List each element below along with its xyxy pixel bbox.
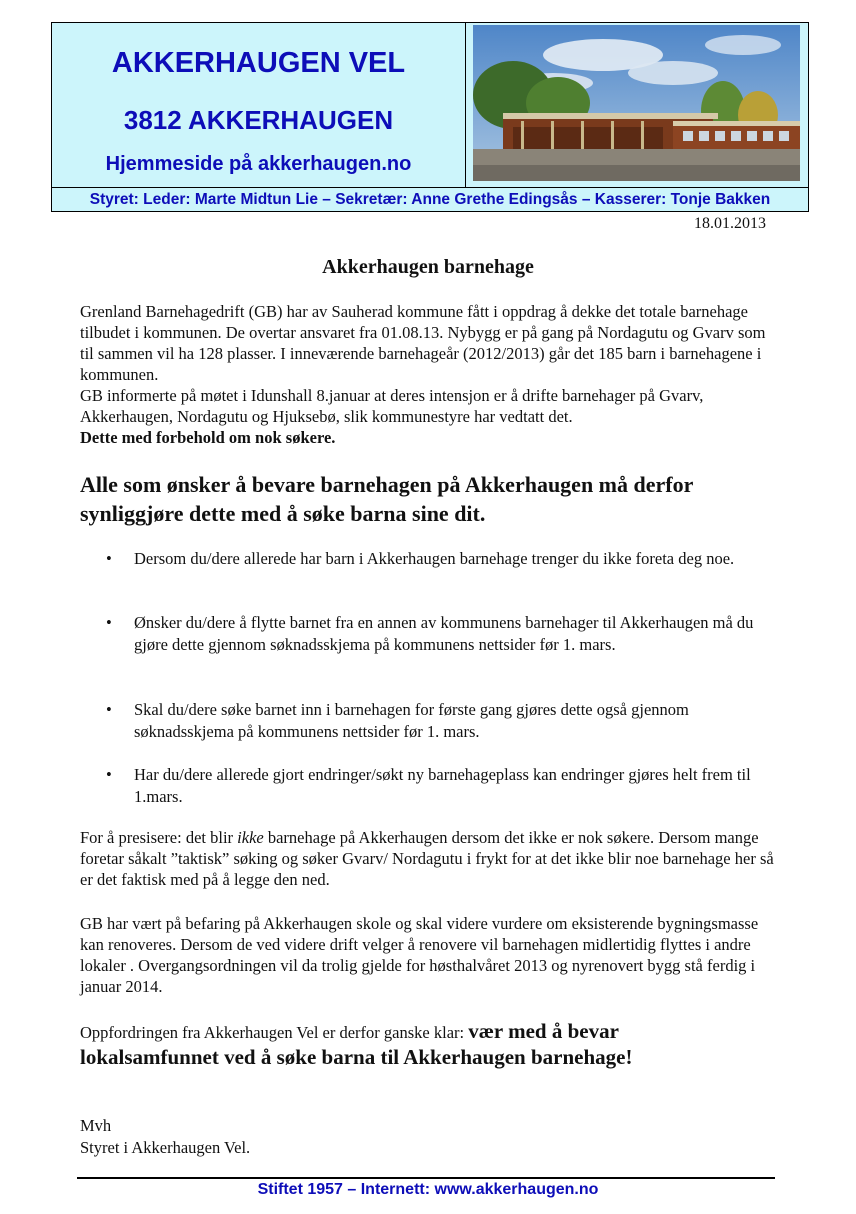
bullet-text: Skal du/dere søke barnet inn i barnehagen for første gang gjøres dette også gjennom søknadsskjema på kommunens nettsider før 1. mars. xyxy=(134,700,689,741)
bullet-glyph: • xyxy=(106,700,112,719)
letterhead xyxy=(51,22,809,212)
letterhead-title-block xyxy=(52,23,466,187)
bullet-glyph: • xyxy=(106,549,112,568)
org-postcode: 3812 AKKERHAUGEN xyxy=(123,105,394,135)
org-homepage: Hjemmeside på akkerhaugen.no xyxy=(105,153,412,175)
clarification-emphasis: ikke xyxy=(237,828,264,847)
appeal-lead: Oppfordringen fra Akkerhaugen Vel er derfor ganske klar: xyxy=(80,1023,469,1042)
building-photo-illustration xyxy=(473,25,800,181)
bullet-text: Dersom du/dere allerede har barn i Akkerhaugen barnehage trenger du ikke foreta deg noe. xyxy=(134,549,735,568)
signoff-greeting: Mvh xyxy=(80,1116,112,1135)
appeal-emphasis-2: lokalsamfunnet ved å søke barna til Akkerhaugen barnehage! xyxy=(80,1045,633,1069)
clarification-text-start: For å presisere: det blir xyxy=(80,828,238,847)
appeal-emphasis-1: vær med å bevar xyxy=(468,1019,619,1043)
appeal-paragraph xyxy=(80,1020,780,1068)
clarification-text-end: barnehage på Akkerhaugen dersom det ikke er nok søkere. Dersom mange foretar såkalt ”taktisk” søking og søker Gvarv/ Nordagutu i frykt for at det ikke blir noe barnehage her så er det faktisk med på å legge den ned. xyxy=(80,828,774,889)
document-title: Akkerhaugen barnehage xyxy=(322,256,534,278)
inspection-paragraph xyxy=(80,913,780,997)
bullet-glyph: • xyxy=(106,613,112,632)
inspection-text: GB har vært på befaring på Akkerhaugen skole og skal videre vurdere om eksisterende bygningsmasse kan renoveres. Dersom de ved videre drift velger å renovere vil barnehagen midlertidig flyttes i andre lokaler . Overgangsordningen vil da trolig gjelde for høsthalvåret 2013 og nyrenovert bygg stå ferdig i januar 2014. xyxy=(80,914,759,996)
intro-paragraph-2: GB informerte på møtet i Idunshall 8.januar at deres intensjon er å drifte barnehager på Gvarv, Akkerhaugen, Nordagutu og Hjuksebø, slik kommunestyre har vedtatt det. xyxy=(80,386,704,426)
kindergarten-building-photo xyxy=(473,25,800,181)
footer-divider xyxy=(77,1177,775,1179)
org-name: AKKERHAUGEN VEL xyxy=(111,47,406,79)
document-date: 18.01.2013 xyxy=(694,215,766,232)
bullet-text: Har du/dere allerede gjort endringer/søkt ny barnehageplass kan endringer gjøres helt frem til 1.mars. xyxy=(134,765,751,806)
footer-text: Stiftet 1957 – Internett: www.akkerhaugen.no xyxy=(257,1181,599,1198)
intro-paragraph-1: Grenland Barnehagedrift (GB) har av Sauherad kommune fått i oppdrag å dekke det totale barnehage tilbudet i kommunen. De overtar ansvaret fra 01.08.13. Nybygg er på gang på Nordagutu og Gvarv som til sammen vil ha 128 plasser. I inneværende barnehageår (2012/2013) går det 185 barn i barnehagene i kommunen. xyxy=(80,302,766,384)
intro-paragraph-3: Dette med forbehold om nok søkere. xyxy=(80,428,336,447)
board-members: Styret: Leder: Marte Midtun Lie – Sekretær: Anne Grethe Edingsås – Kasserer: Tonje Bakken xyxy=(52,187,808,212)
bullet-glyph: • xyxy=(106,765,112,784)
signoff xyxy=(80,1115,780,1159)
intro-section xyxy=(80,301,780,448)
headline: Alle som ønsker å bevare barnehagen på Akkerhaugen må derfor synliggjøre dette med å søke barna sine dit. xyxy=(80,472,693,526)
bullet-text: Ønsker du/dere å flytte barnet fra en annen av kommunens barnehager til Akkerhaugen må du gjøre dette gjennom søknadsskjema på kommunens nettsider før 1. mars. xyxy=(134,613,754,654)
clarification-paragraph xyxy=(80,827,780,890)
signoff-signature: Styret i Akkerhaugen Vel. xyxy=(80,1138,251,1157)
